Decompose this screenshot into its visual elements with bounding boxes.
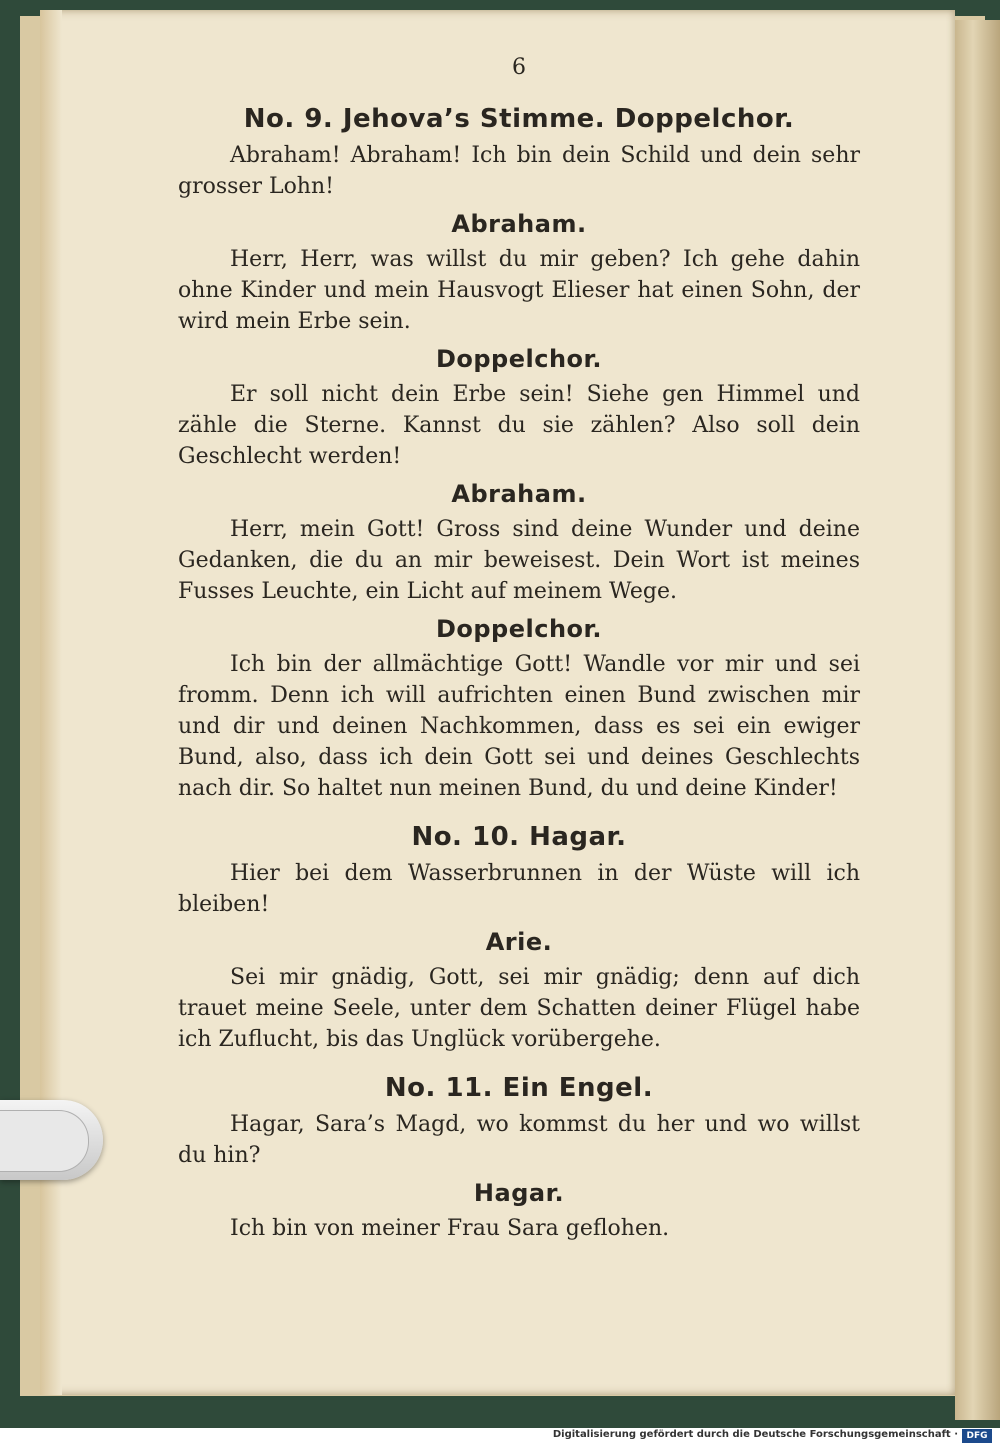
section-text: Sei mir gnädig, Gott, sei mir gnädig; denn auf dich trauet meine Seele, unter dem Schatten deiner Flügel habe ich Zuflucht, bis das Unglück vorübergehe. xyxy=(178,965,860,1052)
section-heading: No. 9. Jehova’s Stimme. Doppelchor. xyxy=(243,104,795,134)
section-text: Abraham! Abraham! Ich bin dein Schild und dein sehr grosser Lohn! xyxy=(178,143,860,199)
facing-page-edge xyxy=(955,20,1000,1420)
section-heading: No. 10. Hagar. xyxy=(411,822,627,852)
dfg-logo-icon: DFG xyxy=(962,1429,992,1443)
section-heading: Doppelchor. xyxy=(435,615,603,643)
section-heading: Hagar. xyxy=(473,1179,565,1207)
section-text: Herr, mein Gott! Gross sind deine Wunder und deine Gedanken, die du an mir beweisest. Dein Wort ist meines Fusses Leuchte, ein Licht auf meinem Wege. xyxy=(178,517,860,604)
section-heading: No. 11. Ein Engel. xyxy=(384,1073,654,1103)
section-text: Hagar, Sara’s Magd, wo kommst du her und wo willst du hin? xyxy=(178,1112,860,1168)
section-heading: Abraham. xyxy=(451,480,587,508)
section-heading: Arie. xyxy=(485,928,553,956)
page-fold-shadow xyxy=(40,10,62,1395)
page-number: 6 xyxy=(512,55,526,80)
page-clip-inner xyxy=(0,1110,89,1172)
section-text: Ich bin der allmächtige Gott! Wandle vor mir und sei fromm. Denn ich will aufrichten einen Bund zwischen mir und dir und deinen Nachkommen, dass es sei ein ewiger Bund, also, dass ich dein Gott sei und deines Geschlechts nach dir. So haltet nun meinen Bund, du und deine Kinder! xyxy=(178,652,860,801)
section-text: Er soll nicht dein Erbe sein! Siehe gen Himmel und zähle die Sterne. Kannst du sie zählen? Also soll dein Geschlecht werden! xyxy=(178,382,860,469)
section-text: Ich bin von meiner Frau Sara geflohen. xyxy=(230,1216,670,1241)
section-text: Hier bei dem Wasserbrunnen in der Wüste will ich bleiben! xyxy=(178,861,860,917)
section-heading: Doppelchor. xyxy=(435,345,603,373)
page-content xyxy=(178,55,860,1248)
section-heading: Abraham. xyxy=(451,210,587,238)
section-text: Herr, Herr, was willst du mir geben? Ich gehe dahin ohne Kinder und mein Hausvogt Elieser hat einen Sohn, der wird mein Erbe sein. xyxy=(178,247,860,334)
funding-note: Digitalisierung gefördert durch die Deutsche Forschungsgemeinschaft · xyxy=(552,1429,958,1440)
